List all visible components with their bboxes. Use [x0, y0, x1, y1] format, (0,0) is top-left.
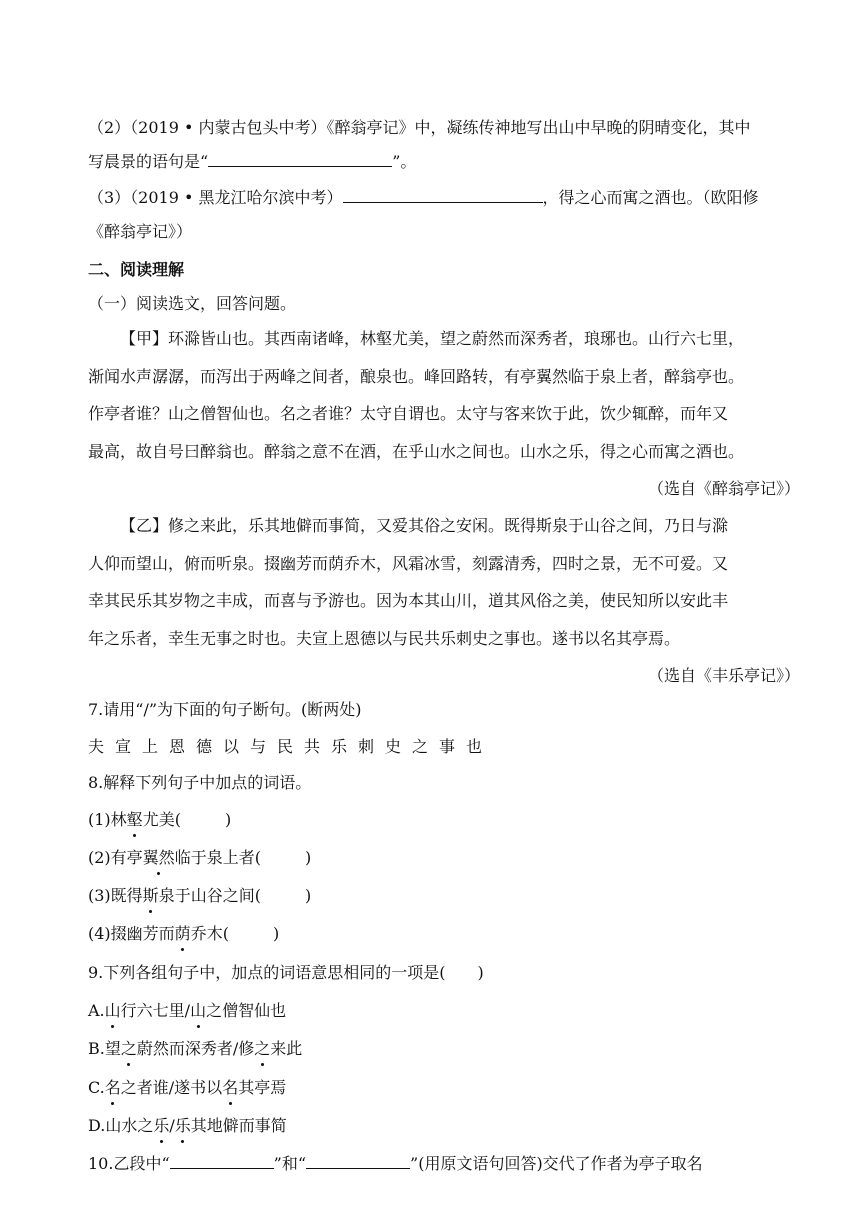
- question-9-option-b[interactable]: B.望之蔚然而深秀者/修之来此: [88, 1037, 302, 1061]
- dotted-word: 壑: [127, 808, 143, 832]
- question-9-option-d[interactable]: D.山水之乐/乐其地僻而事简: [88, 1114, 287, 1138]
- question-9-option-a[interactable]: A.山行六七里/山之僧智仙也: [88, 999, 286, 1023]
- question-2-line-1: （2）（2019 • 内蒙古包头中考）《醉翁亭记》中，凝练传神地写出山中早晚的阴晴变化，其中: [88, 118, 751, 137]
- passage-jia-source: （选自《醉翁亭记》）: [647, 479, 800, 498]
- question-10-line: 10.乙段中“ ”和“ ”(用原文语句回答)交代了作者为亭子取名: [88, 1154, 703, 1173]
- subsection-heading: （一）阅读选文，回答问题。: [88, 294, 297, 313]
- question-2-line-2: 写晨景的语句是“ ”。: [88, 152, 417, 171]
- question-8-item-3: (3)既得斯泉于山谷之间( ): [88, 884, 311, 908]
- dotted-word: 荫: [175, 922, 191, 946]
- answer-blank[interactable]: [208, 150, 392, 167]
- question-8-item-4: (4)掇幽芳而荫乔木( ): [88, 922, 279, 946]
- question-9-option-c[interactable]: C.名之者谁/遂书以名其亭焉: [88, 1076, 286, 1100]
- question-7-stem: 7.请用“/”为下面的句子断句。(断两处): [88, 700, 362, 719]
- answer-blank[interactable]: [306, 1152, 410, 1169]
- passage-yi-source: （选自《丰乐亭记》）: [647, 666, 800, 685]
- answer-blank[interactable]: [343, 186, 543, 203]
- passage-yi-line-1: 【乙】修之来此，乐其地僻而事简，又爱其俗之安闲。既得斯泉于山谷之间，乃日与滁: [120, 516, 729, 535]
- question-8-item-1: (1)林壑尤美( ): [88, 808, 231, 832]
- dotted-word: 翼然: [143, 846, 175, 870]
- question-3-line-2: 《醉翁亭记》）: [88, 222, 193, 241]
- passage-yi-line-3: 幸其民乐其岁物之丰成，而喜与予游也。因为本其山川，道其风俗之美，使民知所以安此丰: [88, 591, 729, 610]
- passage-jia-line-1: 【甲】环滁皆山也。其西南诸峰，林壑尤美，望之蔚然而深秀者，琅琊也。山行六七里，: [120, 329, 745, 348]
- answer-blank[interactable]: [170, 1152, 274, 1169]
- passage-jia-line-4: 最高，故自号曰醉翁也。醉翁之意不在酒，在乎山水之间也。山水之乐，得之心而寓之酒也。: [88, 442, 745, 461]
- question-7-sentence: 夫宣上恩德以与民共乐刺史之事也: [88, 737, 494, 756]
- passage-yi-line-2: 人仰而望山，俯而听泉。掇幽芳而荫乔木，风霜冰雪，刻露清秀，四时之景，无不可爱。又: [88, 554, 729, 573]
- question-8-item-2: (2)有亭翼然临于泉上者( ): [88, 846, 311, 870]
- passage-jia-line-2: 渐闻水声潺潺，而泻出于两峰之间者，酿泉也。峰回路转，有亭翼然临于泉上者，醉翁亭也。: [88, 367, 745, 386]
- question-9-stem: 9.下列各组句子中，加点的词语意思相同的一项是( ): [88, 963, 484, 982]
- passage-jia-line-3: 作亭者谁？山之僧智仙也。名之者谁？太守自谓也。太守与客来饮于此，饮少辄醉，而年又: [88, 404, 729, 423]
- passage-yi-line-4: 年之乐者，幸生无事之时也。夫宣上恩德以与民共乐刺史之事也。遂书以名其亭焉。: [88, 629, 681, 648]
- dotted-word: 斯: [143, 884, 159, 908]
- question-3-line-1: （3）（2019 • 黑龙江哈尔滨中考） ，得之心而寓之酒也。（欧阳修: [88, 188, 759, 207]
- question-8-stem: 8.解释下列句子中加点的词语。: [88, 773, 312, 792]
- section-heading: 二、阅读理解: [88, 260, 185, 279]
